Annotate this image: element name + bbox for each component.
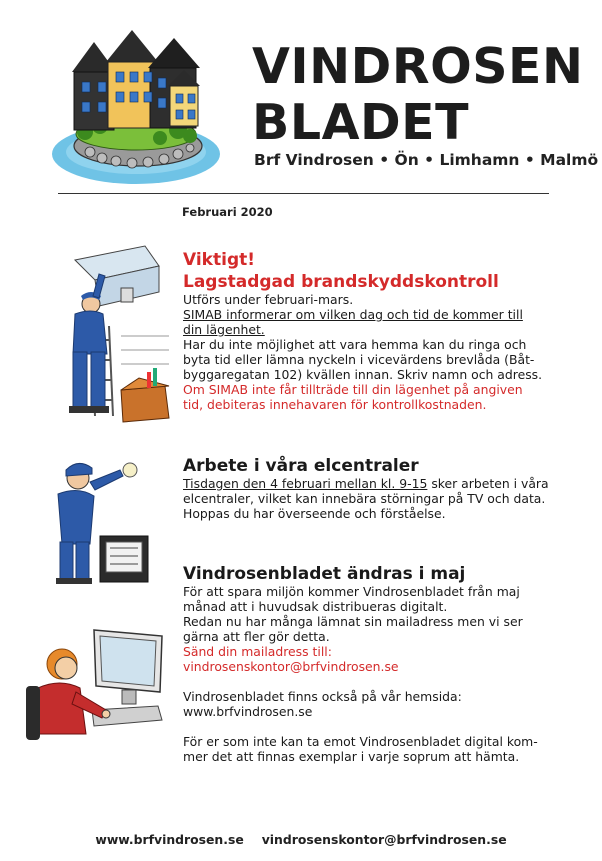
article-line: månad att i huvudsak distribueras digitalt. xyxy=(183,599,448,614)
computer-user-illustration xyxy=(22,620,172,745)
article-line: din lägenhet. xyxy=(183,322,265,337)
article-line: mer det att finnas exemplar i varje soprum att hämta. xyxy=(183,749,520,764)
page-footer xyxy=(0,832,602,847)
footer-website-link[interactable]: www.brfvindrosen.se xyxy=(95,832,244,847)
article-electrical-work xyxy=(183,456,549,521)
article-kicker: Viktigt! xyxy=(183,250,255,270)
issue-date: Februari 2020 xyxy=(182,205,273,219)
header-divider xyxy=(58,193,549,194)
article-line: Vindrosenbladet finns också på vår hemsida: xyxy=(183,689,462,704)
article-line: För er som inte kan ta emot Vindrosenbladet digital kom- xyxy=(183,734,538,749)
fire-safety-technician-illustration xyxy=(35,240,175,430)
article-line: byta tid eller lämna nyckeln i vicevärdens brevlåda (Båt- xyxy=(183,352,535,367)
electrician-illustration xyxy=(38,448,168,588)
article-heading: Lagstadgad brandskyddskontroll xyxy=(183,272,499,292)
article-date-line: Tisdagen den 4 februari mellan kl. 9-15 xyxy=(183,476,428,491)
article-line: elcentraler, vilket kan innebära störningar på TV och data. xyxy=(183,491,546,506)
article-line: SIMAB informerar om vilken dag och tid de kommer till xyxy=(183,307,523,322)
article-website-link[interactable]: www.brfvindrosen.se xyxy=(183,704,313,719)
masthead-subtitle: Brf Vindrosen • Ön • Limhamn • Malmö xyxy=(254,151,599,169)
masthead-title-line-1: VINDROSEN xyxy=(252,38,584,95)
article-line: Har du inte möjlighet att vara hemma kan du ringa och xyxy=(183,337,527,352)
article-fire-safety-inspection xyxy=(183,250,542,412)
article-line: sker arbeten i våra xyxy=(427,476,549,491)
article-warning-line: Om SIMAB inte får tillträde till din lägenhet på angiven xyxy=(183,382,523,397)
article-newsletter-goes-digital xyxy=(183,564,538,764)
footer-email-link[interactable]: vindrosenskontor@brfvindrosen.se xyxy=(261,832,507,847)
article-line: Hoppas du har överseende och förståelse. xyxy=(183,506,446,521)
article-email-link[interactable]: vindrosenskontor@brfvindrosen.se xyxy=(183,659,399,674)
blank-line xyxy=(183,719,538,734)
article-heading: Vindrosenbladet ändras i maj xyxy=(183,564,466,584)
article-line: byggaregatan 102) kvällen innan. Skriv namn och adress. xyxy=(183,367,543,382)
article-line: För att spara miljön kommer Vindrosenbladet från maj xyxy=(183,584,520,599)
article-heading: Arbete i våra elcentraler xyxy=(183,456,419,476)
article-line: Redan nu har många lämnat sin mailadress men vi ser xyxy=(183,614,523,629)
article-warning-line: tid, debiteras innehavaren för kontrollkostnaden. xyxy=(183,397,487,412)
article-line: Utförs under februari-mars. xyxy=(183,292,354,307)
article-call-to-action: Sänd din mailadress till: xyxy=(183,644,332,659)
masthead-island-houses-logo xyxy=(50,22,222,186)
article-line: gärna att fler gör detta. xyxy=(183,629,330,644)
masthead-title-line-2: BLADET xyxy=(252,94,470,151)
blank-line xyxy=(183,674,538,689)
